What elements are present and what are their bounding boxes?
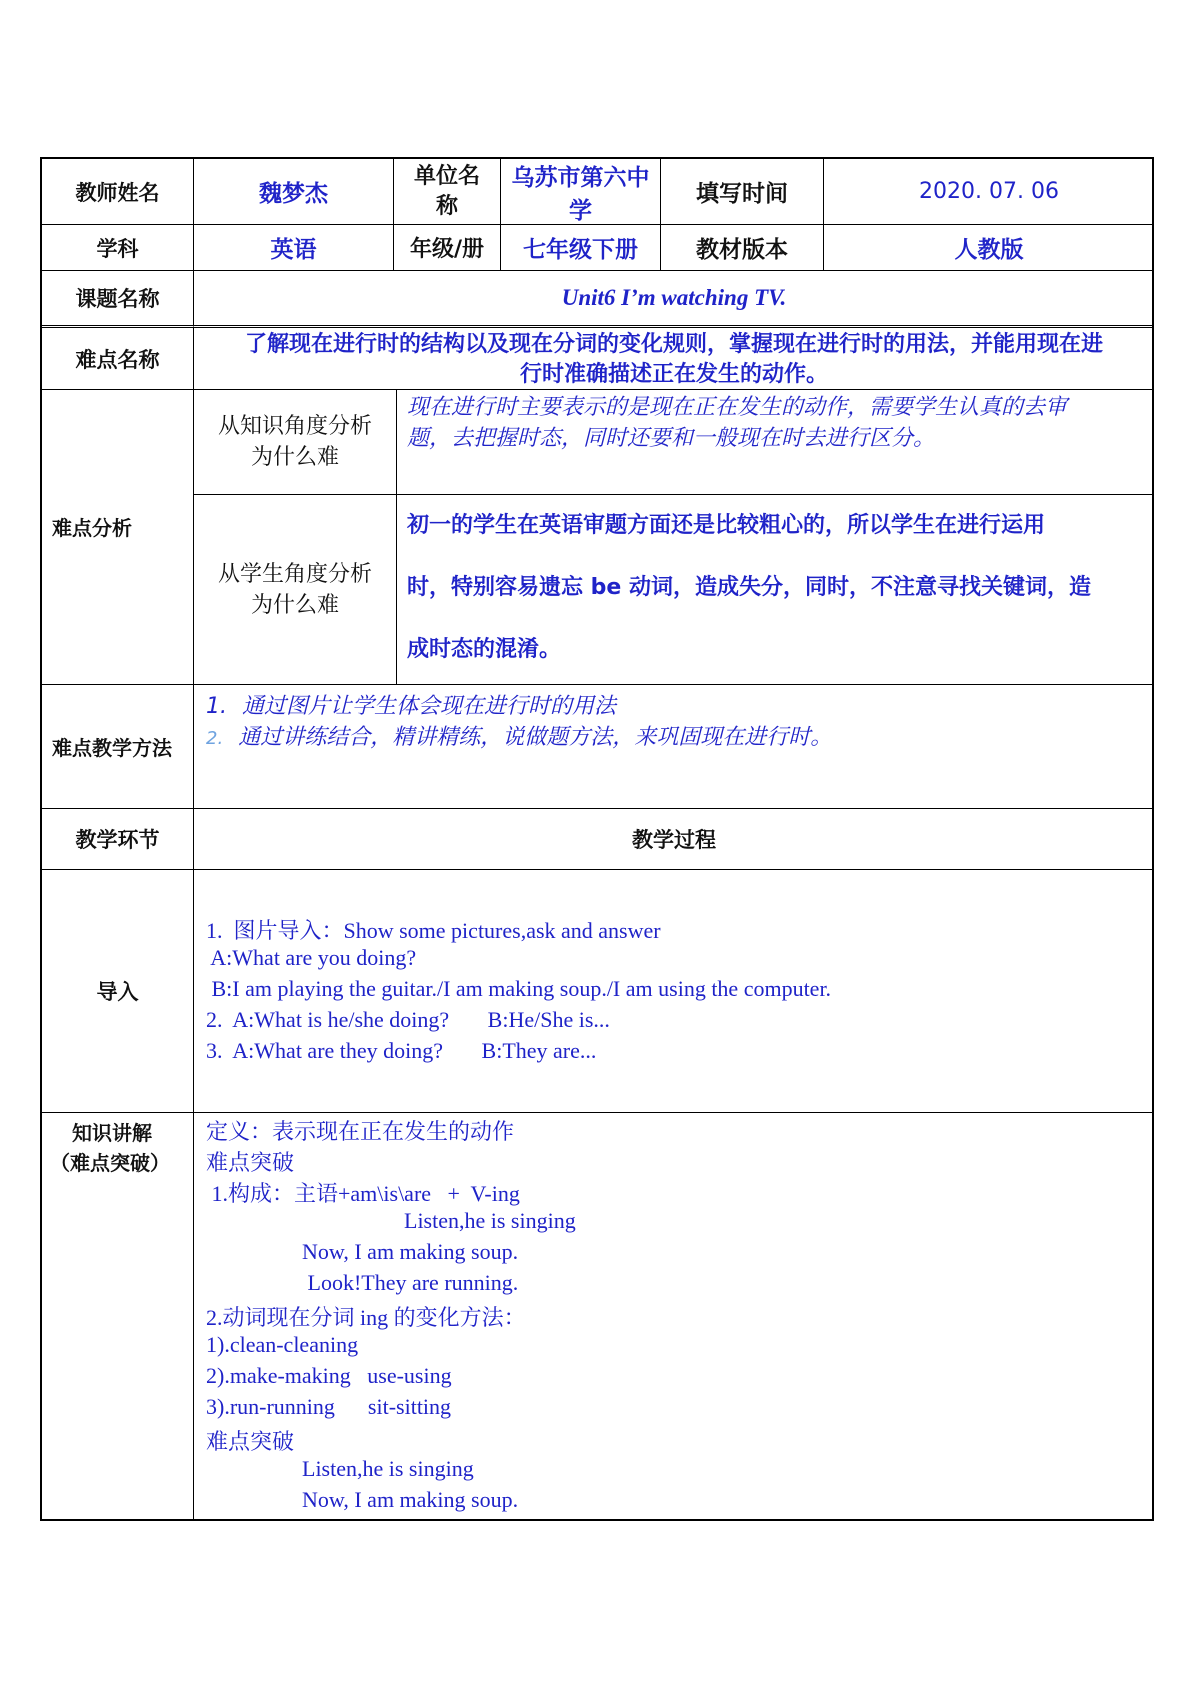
knowledge-content [194,1113,1154,1519]
student-text-line2: 时，特别容易遗忘 be 动词，造成失分，同时，不注意寻找关键词，造 [407,575,1091,600]
knowledge-angle-label [194,390,397,495]
knowledge-line-5: Now, I am making soup. [302,1239,519,1264]
topic-value: Unit6 I’m watching TV. [194,271,1154,328]
intro-line-1: 1. 图片导入：Show some pictures,ask and answer [206,918,661,943]
method-item-2-text: 通过讲练结合，精讲精练，说做题方法，来巩固现在进行时。 [238,725,833,750]
difficulty-label: 难点名称 [42,328,194,390]
knowledge-line-1: 定义：表示现在正在发生的动作 [206,1119,515,1144]
student-text-line3: 成时态的混淆。 [407,637,562,662]
knowledge-line-13: Now, I am making soup. [302,1487,519,1512]
difficulty-line1: 了解现在进行时的结构以及现在分词的变化规则，掌握现在进行时的用法，并能用现在进 [244,332,1103,357]
unit-value: 乌苏市第六中学 [501,159,661,225]
analysis-label: 难点分析 [52,516,132,540]
unit-label-line1: 单位名 [413,163,480,189]
student-angle-line1: 从学生角度分析 [217,561,372,587]
student-text-line1: 初一的学生在英语审题方面还是比较粗心的，所以学生在进行运用 [407,513,1046,538]
knowledge-text-line2: 题，去把握时态，同时还要和一般现在时去进行区分。 [407,426,936,451]
method-item-1-num: 1. [206,694,227,719]
method-list [194,685,1154,809]
analysis-label-cell [42,390,194,685]
method-item-1-text: 通过图片让学生体会现在进行时的用法 [242,694,617,719]
knowledge-line-9: 2).make-making use-using [206,1363,452,1388]
intro-line-2: A:What are you doing? [206,945,417,970]
intro-line-5: 3. A:What are they doing? B:They are... [206,1038,597,1063]
difficulty-value [194,328,1154,390]
edition-label: 教材版本 [661,225,824,271]
lesson-plan-table [40,157,1154,1521]
knowledge-label-line1: 知识讲解 [72,1121,152,1145]
edition-value: 人教版 [824,225,1154,271]
knowledge-line-2: 难点突破 [206,1150,295,1175]
subject-value: 英语 [194,225,394,271]
knowledge-line-10: 3).run-running sit-sitting [206,1394,452,1419]
intro-label: 导入 [42,870,194,1113]
knowledge-label-cell [42,1113,194,1519]
knowledge-angle-line1: 从知识角度分析 [217,414,372,439]
knowledge-line-7: 2.动词现在分词 ing 的变化方法： [206,1305,526,1330]
knowledge-line-6: Look!They are running. [302,1270,519,1295]
intro-line-4: 2. A:What is he/she doing? B:He/She is... [206,1007,610,1032]
method-item-1 [206,689,616,720]
student-angle-label [194,495,397,685]
knowledge-label-line2: （难点突破） [50,1151,170,1175]
knowledge-text-line1: 现在进行时主要表示的是现在正在发生的动作，需要学生认真的去审 [407,395,1068,420]
subject-label: 学科 [42,225,194,271]
knowledge-line-3: 1.构成：主语+am\is\are + V-ing [206,1181,520,1206]
method-label-cell [42,685,194,809]
knowledge-line-11: 难点突破 [206,1429,295,1454]
knowledge-line-8: 1).clean-cleaning [206,1332,359,1357]
method-item-2-num: 2. [206,728,224,749]
unit-label [394,159,501,225]
method-label: 难点教学方法 [52,736,172,760]
teacher-value: 魏梦杰 [194,159,394,225]
knowledge-angle-text [397,390,1154,495]
knowledge-line-12: Listen,he is singing [302,1456,474,1481]
student-angle-text [397,495,1154,685]
knowledge-line-4: Listen,he is singing [404,1208,576,1233]
process-header: 教学过程 [194,809,1154,870]
student-angle-line2: 为什么难 [250,592,339,618]
stage-header: 教学环节 [42,809,194,870]
intro-content [194,870,1154,1113]
date-label: 填写时间 [661,159,824,225]
method-item-2 [206,720,832,751]
teacher-label: 教师姓名 [42,159,194,225]
topic-label: 课题名称 [42,271,194,328]
intro-line-3: B:I am playing the guitar./I am making soup./I am using the computer. [206,976,832,1001]
grade-label: 年级/册 [394,225,501,271]
knowledge-angle-line2: 为什么难 [250,445,339,470]
date-value: 2020. 07. 06 [824,159,1154,225]
difficulty-line2: 行时准确描述正在发生的动作。 [519,362,828,387]
unit-label-line2: 称 [435,193,458,219]
grade-value: 七年级下册 [501,225,661,271]
